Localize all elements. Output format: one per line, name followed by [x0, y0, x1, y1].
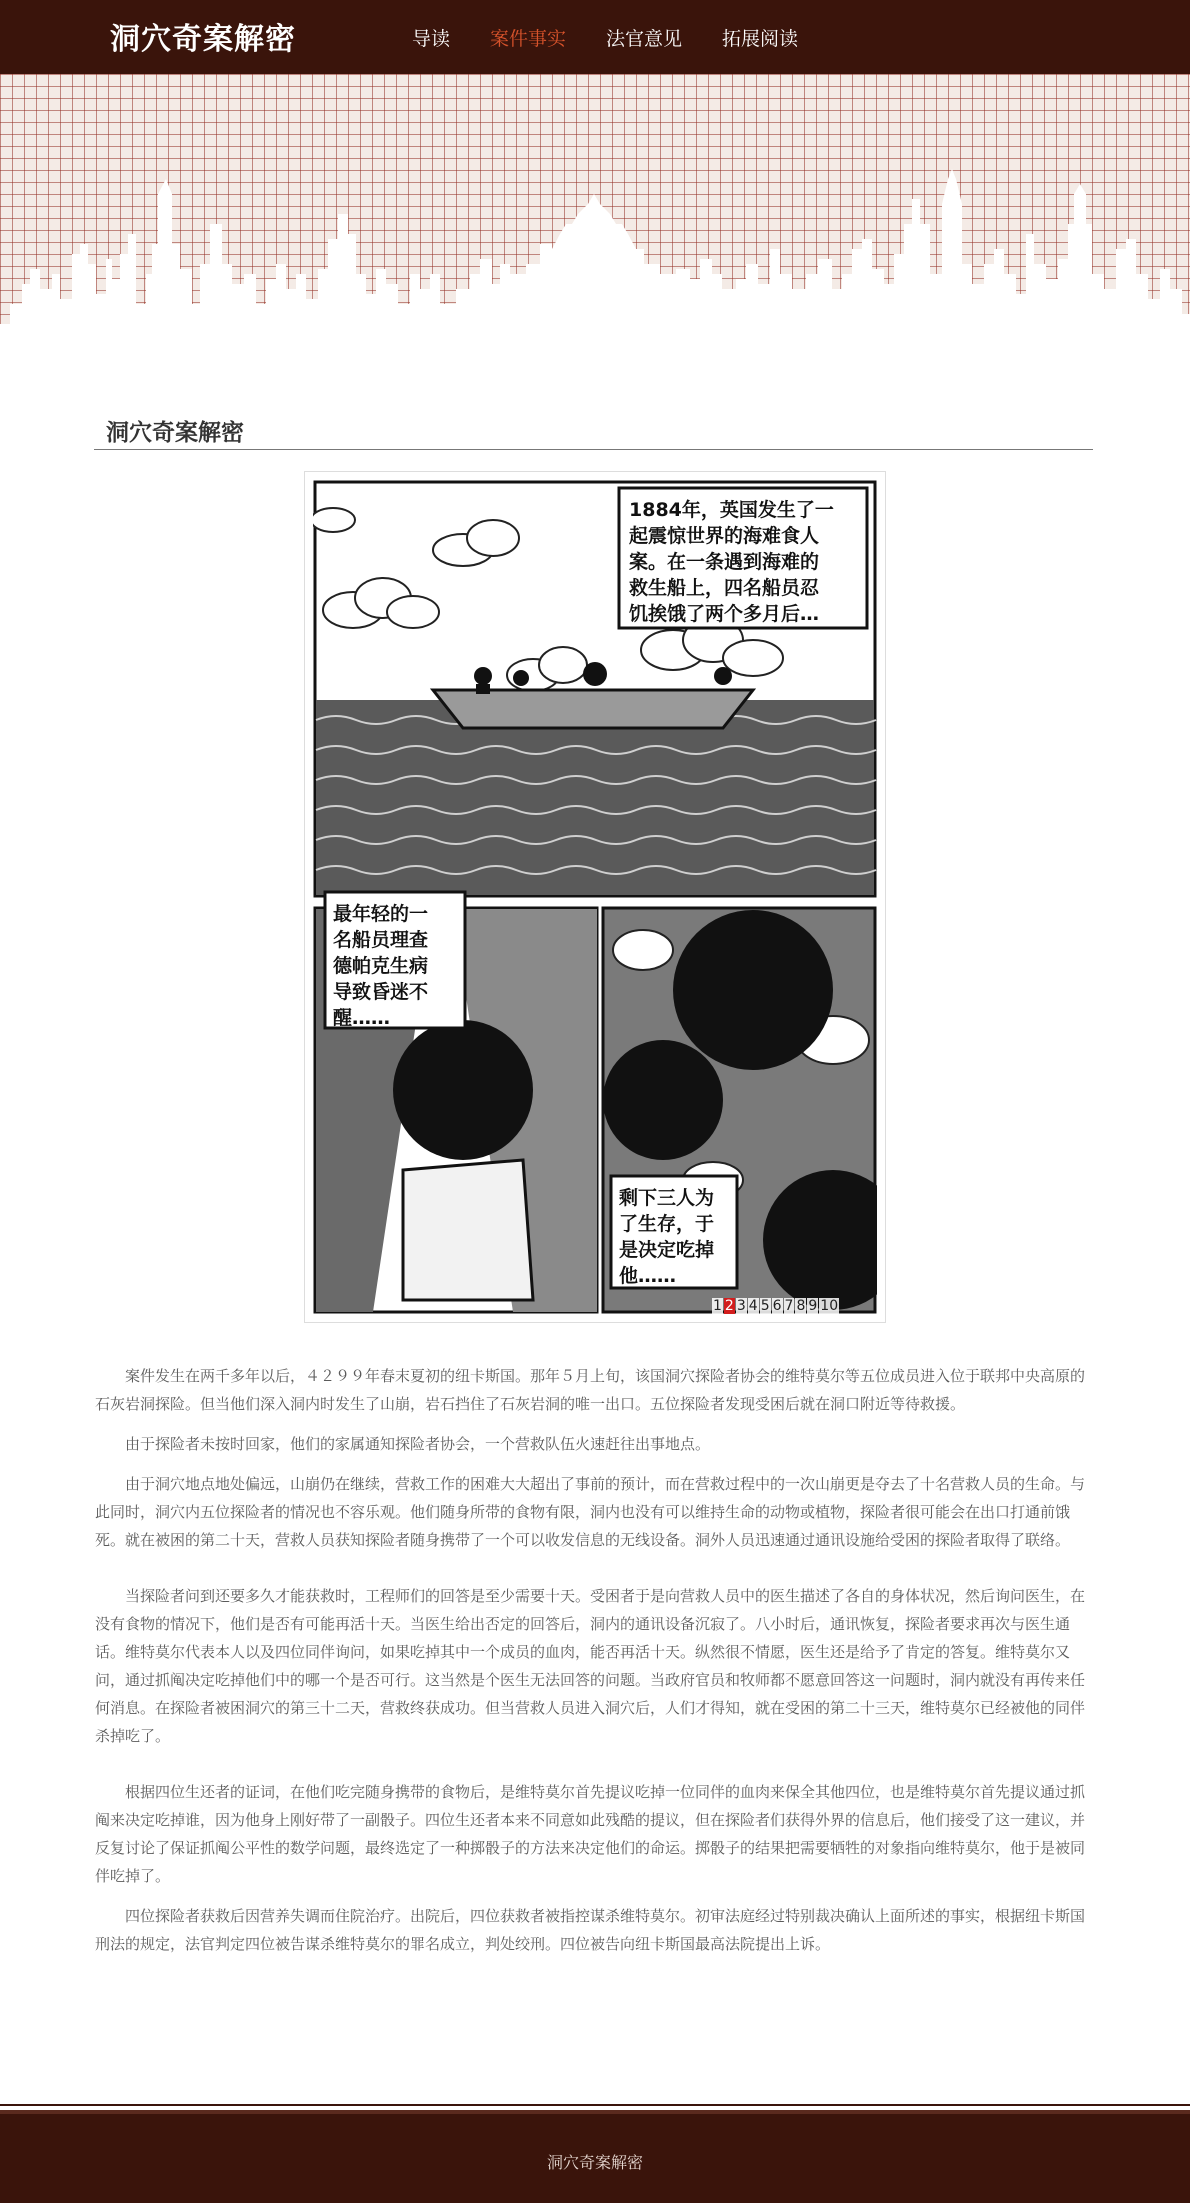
caption-2-line-3: 德帕克生病	[333, 955, 429, 977]
sailor-head-icon	[673, 910, 833, 1070]
site-logo[interactable]: 洞穴奇案解密	[110, 22, 296, 57]
pager-item[interactable]: 9	[808, 1298, 818, 1314]
caption-3-line-3: 是决定吃掉	[619, 1239, 715, 1261]
title-divider	[94, 449, 1093, 450]
pager-item-current[interactable]: 2	[724, 1298, 734, 1314]
caption-1-line-3: 案。在一条遇到海难的	[629, 551, 820, 573]
caption-2-line-4: 导致昏迷不	[333, 981, 429, 1003]
article-paragraph: 案件发生在两千多年以后，４２９９年春末夏初的纽卡斯国。那年５月上旬，该国洞穴探险者协会的维特莫尔等五位成员进入位于联邦中央高原的石灰岩洞探险。但当他们深入洞内时发生了山崩，岩石挡住了石灰岩洞的唯一出口。五位探险者发现受困后就在洞口附近等待救援。	[95, 1367, 1086, 1413]
comic-slideshow[interactable]	[304, 471, 886, 1323]
sailor-shirt-shape	[403, 1160, 533, 1300]
nav-item-extended-reading[interactable]: 拓展阅读	[722, 27, 799, 50]
caption-1-line-4: 救生船上，四名船员忍	[629, 577, 820, 599]
main-nav	[412, 0, 838, 74]
comic-pager	[712, 1298, 839, 1314]
pager-item[interactable]: 4	[748, 1298, 758, 1314]
caption-3-line-4: 他……	[619, 1265, 677, 1287]
case-facts-article	[95, 1362, 1088, 1970]
comic-illustration	[313, 480, 877, 1314]
caption-1-line-2: 起震惊世界的海难食人	[629, 525, 820, 547]
pager-item[interactable]: 6	[772, 1298, 782, 1314]
pager-item[interactable]: 1	[713, 1298, 722, 1314]
caption-3-line-2: 了生存，于	[619, 1213, 715, 1235]
nav-item-judge-opinions[interactable]: 法官意见	[606, 27, 683, 50]
caption-1-line-5: 饥挨饿了两个多月后…	[629, 603, 820, 625]
caption-2-line-5: 醒……	[333, 1007, 391, 1029]
article-paragraph: 由于洞穴地点地处偏远，山崩仍在继续，营救工作的困难大大超出了事前的预计，而在营救过程中的一次山崩更是夺去了十名营救人员的生命。与此同时，洞穴内五位探险者的情况也不容乐观。他们随身所带的食物有限，洞内也没有可以维持生命的动物或植物，探险者很可能会在出口打通前饿死。就在被困的第二十天，营救人员获知探险者随身携带了一个可以收发信息的无线设备。洞外人员迅速通过通讯设施给受困的探险者取得了联络。	[95, 1475, 1086, 1549]
caption-1-line-1: 1884年，英国发生了一	[629, 499, 834, 521]
article-paragraph: 根据四位生还者的证词，在他们吃完随身携带的食物后，是维特莫尔首先提议吃掉一位同伴的血肉来保全其他四位，也是维特莫尔首先提议通过抓阄来决定吃掉谁，因为他身上刚好带了一副骰子。四位生还者本来不同意如此残酷的提议，但在探险者们获得外界的信息后，他们接受了这一建议，并反复讨论了保证抓阄公平性的数学问题，最终选定了一种掷骰子的方法来决定他们的命运。掷骰子的结果把需要牺牲的对象指向维特莫尔，他于是被同伴吃掉了。	[95, 1783, 1086, 1885]
footer-divider	[0, 2104, 1190, 2106]
pager-item[interactable]: 5	[760, 1298, 770, 1314]
caption-2-line-2: 名船员理查	[333, 929, 429, 951]
sailor-head-icon	[393, 1020, 533, 1160]
city-skyline-illustration	[0, 74, 1190, 360]
skyline-banner	[0, 74, 1190, 360]
page-footer	[0, 2110, 1190, 2203]
caption-3-line-1: 剩下三人为	[619, 1187, 715, 1209]
pager-item[interactable]: 3	[736, 1298, 746, 1314]
top-navigation-bar	[0, 0, 1190, 74]
article-paragraph: 四位探险者获救后因营养失调而住院治疗。出院后，四位获救者被指控谋杀维特莫尔。初审法庭经过特别裁决确认上面所述的事实，根据纽卡斯国刑法的规定，法官判定四位被告谋杀维特莫尔的罪名成立，判处绞刑。四位被告向纽卡斯国最高法院提出上诉。	[95, 1907, 1086, 1953]
pager-item[interactable]: 10	[820, 1298, 839, 1314]
pager-item[interactable]: 8	[796, 1298, 806, 1314]
pager-item[interactable]: 7	[784, 1298, 794, 1314]
nav-item-case-facts[interactable]: 案件事实	[490, 27, 567, 50]
article-paragraph: 由于探险者未按时回家，他们的家属通知探险者协会，一个营救队伍火速赶往出事地点。	[125, 1435, 711, 1453]
sailor-head-icon	[603, 1040, 723, 1160]
footer-text: 洞穴奇案解密	[546, 2153, 643, 2172]
page-title: 洞穴奇案解密	[106, 420, 244, 446]
article-paragraph: 当探险者问到还要多久才能获救时，工程师们的回答是至少需要十天。受困者于是向营救人员中的医生描述了各自的身体状况，然后询问医生，在没有食物的情况下，他们是否有可能再活十天。当医生给出否定的回答后，洞内的通讯设备沉寂了。八小时后，通讯恢复，探险者要求再次与医生通话。维特莫尔代表本人以及四位同伴询问，如果吃掉其中一个成员的血肉，能否再活十天。纵然很不情愿，医生还是给予了肯定的答复。维特莫尔又问，通过抓阄决定吃掉他们中的哪一个是否可行。这当然是个医生无法回答的问题。当政府官员和牧师都不愿意回答这一问题时，洞内就没有再传来任何消息。在探险者被困洞穴的第三十二天，营救终获成功。但当营救人员进入洞穴后，人们才得知，就在受困的第二十三天，维特莫尔已经被他的同伴杀掉吃了。	[95, 1587, 1086, 1745]
nav-item-intro[interactable]: 导读	[412, 27, 451, 50]
caption-2-line-1: 最年轻的一	[333, 903, 429, 925]
